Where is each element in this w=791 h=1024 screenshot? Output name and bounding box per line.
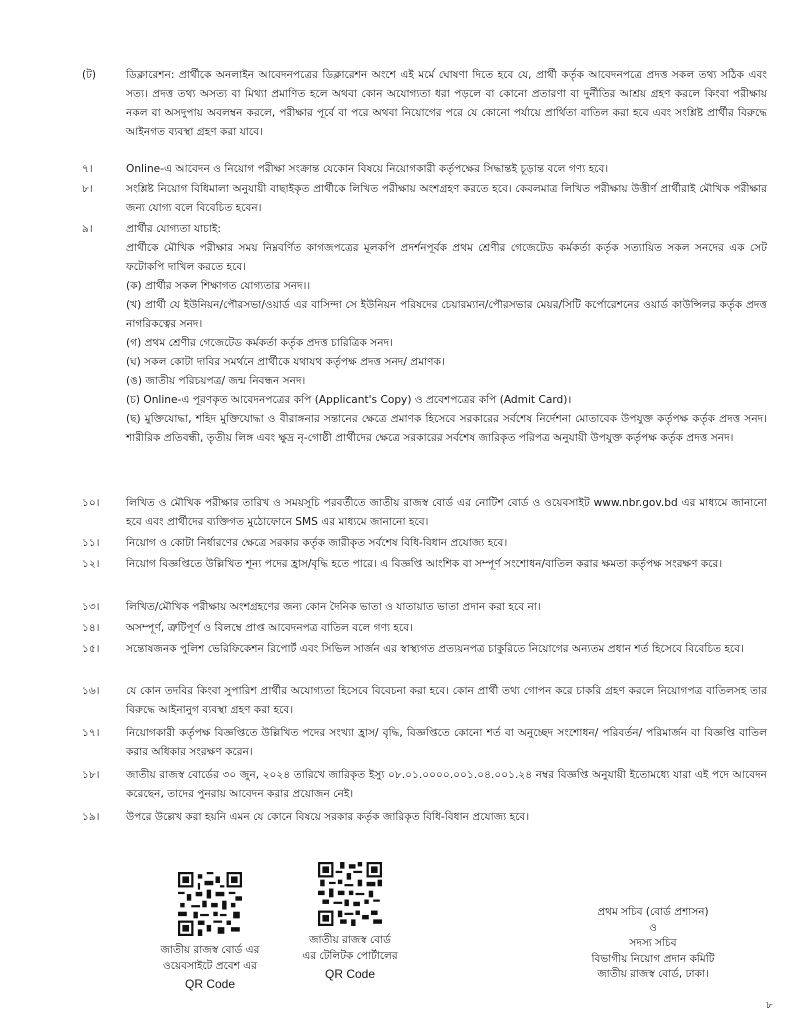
signature-title: প্রথম সচিব (বোর্ড প্রশাসন): [597, 906, 709, 918]
clause-text: Online-এ আবেদন ও নিয়োগ পরীক্ষা সংক্রান্ত যেকোন বিষয়ে নিয়োগকারী কর্তৃপক্ষের সিদ্ধান্তই চূড়ান্ত বলে গণ্য হবে।: [126, 163, 609, 175]
signature-role: সদস্য সচিব: [629, 937, 677, 949]
clause-number: ১৬।: [82, 685, 100, 697]
clause-number: ১৩।: [82, 601, 100, 613]
signature-block: [568, 905, 738, 983]
clause-16: [82, 682, 767, 720]
clause-text: নিয়োগ বিজ্ঞপ্তিতে উল্লিখিত শূন্য পদের হ্রাস/বৃদ্ধি হতে পারে। এ বিজ্ঞপ্তি আংশিক বা সম্পূর্ণ সংশোধন/বাতিল করার ক্ষমতা কর্তৃপক্ষ সংরক্ষণ করে।: [126, 558, 723, 570]
clause-number: ১৭।: [82, 727, 100, 739]
clause-10: [82, 494, 767, 532]
clause-text: নিয়োগকারী কর্তৃপক্ষ বিজ্ঞপ্তিতে উল্লিখিত পদের সংখ্যা হ্রাস/ বৃদ্ধি, বিজ্ঞপ্তিতে কোনো শর্ত বা অনুচ্ছেদ সংশোধন/ পরিবর্তন/ পরিমার্জন বা বিজ্ঞপ্তি বাতিল করার অধিকার সংরক্ষণ করেন।: [126, 727, 767, 758]
qualification-umo: (ঙ) জাতীয় পরিচয়পত্র/ জন্ম নিবন্ধন সনদ।: [126, 375, 306, 387]
qualification-ga: (গ) প্রথম শ্রেণীর গেজেটেড কর্মকর্তা কর্তৃক প্রদত্ত চারিত্রিক সনদ।: [126, 337, 393, 349]
clause-text: [126, 220, 767, 448]
signature-committee: বিভাগীয় নিয়োগ প্রদান কমিটি: [591, 952, 715, 965]
clause-7: [82, 160, 767, 179]
qr-caption-line1: জাতীয় রাজস্ব বোর্ড এর: [160, 944, 260, 956]
clause-15: [82, 640, 767, 659]
clause-text: ডিক্লারেশন: প্রার্থীকে অনলাইন আবেদনপত্রের ডিক্লারেশন অংশে এই মর্মে ঘোষণা দিতে হবে যে, প্রার্থী কর্তৃক আবেদনপত্রে প্রদত্ত সকল তথ্য সঠিক এবং সত্য। প্রদত্ত তথ্য অসত্য বা মিথ্যা প্রমাণিত হলে অথবা কোন অযোগ্যতা ধরা পড়লে বা কোনো প্রতারণা বা দুর্নীতির আশ্রয় গ্রহণ করলে কিংবা পরীক্ষায় নকল বা অসদুপায় অবলম্বন করলে, পরীক্ষার পূর্বে বা পরে অথবা নিয়োগের পরে যে কোনো পর্যায়ে প্রার্থিতা বাতিল করা হবে এবং সংশ্লিষ্ট প্রার্থীর বিরুদ্ধে আইনগত ব্যবস্থা গ্রহণ করা যাবে।: [126, 69, 767, 138]
clause-11: [82, 534, 767, 553]
clause-number: ৭।: [82, 163, 93, 175]
clause-text: সন্তোষজনক পুলিশ ভেরিফিকেশন রিপোর্ট এবং সিভিল সার্জন এর স্বাস্থ্যগত প্রত্যয়নপত্র চাকুরিতে নিয়োগের অন্যতম প্রধান শর্ত হিসেবে বিবেচিত হবে।: [126, 643, 744, 655]
qr-teletalk: [290, 862, 410, 982]
clause-13: [82, 598, 767, 617]
clause-text: লিখিত/মৌখিক পরীক্ষায় অংশগ্রহণের জন্য কোন দৈনিক ভাতা ও যাতায়াত ভাতা প্রদান করা হবে না।: [126, 601, 541, 613]
qualification-cha: (চ) Online-এ পূরণকৃত আবেদনপত্রের কপি (Applicant's Copy) ও প্রবেশপত্রের কপি (Admit Card)।: [126, 394, 572, 406]
qr-code-icon[interactable]: [318, 862, 382, 926]
qr-caption-line2: ওয়েবসাইটে প্রবেশ এর: [163, 960, 257, 972]
clause-text: নিয়োগ ও কোটা নির্ধারণের ক্ষেত্রে সরকার কর্তৃক জারীকৃত সর্বশেষ বিধি-বিধান প্রযোজ্য হবে।: [126, 537, 508, 549]
clause-text: অসম্পূর্ণ, ত্রুটিপূর্ণ ও বিলম্বে প্রাপ্ত আবেদনপত্র বাতিল বলে গণ্য হবে।: [126, 622, 413, 634]
clause-19: [82, 808, 767, 827]
clause-number: ১৪।: [82, 622, 100, 634]
clause-t: [82, 66, 767, 142]
clause-14: [82, 619, 767, 638]
clause-number: ৯।: [82, 223, 93, 235]
clause-number: ১১।: [82, 537, 100, 549]
clause-text: জাতীয় রাজস্ব বোর্ডের ৩০ জুন, ২০২৪ তারিখে জারিকৃত ইস্যু ০৮.০১.০০০০.০০১.০৪.০০১.২৪ নম্বর বিজ্ঞপ্তি অনুযায়ী ইতোমধ্যে যারা এই পদে আবেদন করেছেন, তাদের পুনরায় আবেদন করার প্রয়োজন নেই।: [126, 769, 767, 800]
qualification-kha: (খ) প্রার্থী যে ইউনিয়ন/পৌরসভা/ওয়ার্ড এর বাসিন্দা সে ইউনিয়ন পরিষদের চেয়ারম্যান/পৌরসভার মেয়র/সিটি কর্পোরেশনের ওয়ার্ড কাউন্সিলর কর্তৃক প্রদত্ত নাগরিকত্বের সনদ।: [126, 299, 767, 330]
qualification-heading: প্রার্থীর যোগ্যতা যাচাই:: [126, 223, 221, 235]
qualification-chha: (ছ) মুক্তিযোদ্ধা, শহিদ মুক্তিযোদ্ধা ও বীরাঙ্গনার সন্তানের ক্ষেত্রে প্রমাণক হিসেবে সরকারের সর্বশেষ নির্দেশনা মোতাবেক উপযুক্ত কর্তৃপক্ষ কর্তৃক প্রদত্ত সনদ। শারীরিক প্রতিবন্ধী, তৃতীয় লিঙ্গ এবং ক্ষুদ্র নৃ-গোষ্ঠী প্রার্থীদের ক্ষেত্রে সরকারের সর্বশেষ জারিকৃত পরিপত্র অনুযায়ী উপযুক্ত কর্তৃপক্ষ কর্তৃক প্রদত্ত সনদ।: [126, 413, 767, 444]
clause-number: ১৫।: [82, 643, 100, 655]
qr-website: [150, 872, 270, 992]
page-mark: ৮: [766, 1000, 773, 1011]
clause-number: ৮।: [82, 183, 93, 195]
qr-label: QR Code: [184, 977, 236, 991]
clause-text: লিখিত ও মৌখিক পরীক্ষার তারিখ ও সময়সূচি পরবর্তীতে জাতীয় রাজস্ব বোর্ড এর নোটিশ বোর্ড ও ওয়েবসাইট www.nbr.gov.bd এর মাধ্যমে জানানো হবে এবং প্রার্থীদের ব্যক্তিগত মুঠোফোনে SMS এর মাধ্যমে জানানো হবে।: [126, 497, 767, 528]
qr-code-icon[interactable]: [178, 872, 242, 936]
clause-number: (ট): [82, 69, 97, 81]
qr-caption-line2: এর টেলিটক পোর্টালের: [302, 950, 398, 962]
clause-number: ১২।: [82, 558, 100, 570]
clause-8: [82, 180, 767, 218]
qr-label: QR Code: [324, 967, 376, 981]
clause-18: [82, 766, 767, 804]
clause-text: সংশ্লিষ্ট নিয়োগ বিধিমালা অনুযায়ী বাছাইকৃত প্রার্থীকে লিখিত পরীক্ষায় অংশগ্রহণ করতে হবে। কেবলমাত্র লিখিত পরীক্ষায় উত্তীর্ণ প্রার্থীরাই মৌখিক পরীক্ষার জন্য যোগ্য বলে বিবেচিত হবেন।: [126, 183, 767, 214]
qualification-gha: (ঘ) সকল কোটা দাবির সমর্থনে প্রার্থীকে যথাযথ কর্তৃপক্ষ প্রদত্ত সনদ/ প্রমাণক।: [126, 356, 445, 368]
clause-number: ১৯।: [82, 811, 100, 823]
clause-17: [82, 724, 767, 762]
clause-number: ১০।: [82, 497, 100, 509]
signature-office: জাতীয় রাজস্ব বোর্ড, ঢাকা।: [597, 968, 709, 980]
clause-9: [82, 220, 767, 448]
clause-12: [82, 555, 767, 574]
qr-caption-line1: জাতীয় রাজস্ব বোর্ড: [309, 934, 391, 946]
clause-number: ১৮।: [82, 769, 100, 781]
qualification-intro: প্রার্থীকে মৌখিক পরীক্ষার সময় নিম্নবর্ণিত কাগজপত্রের মূলকপি প্রদর্শনপূর্বক প্রথম শ্রেণীর গেজেটেড কর্মকর্তা কর্তৃক সত্যায়িত সকল সনদের এক সেট ফটোকপি দাখিল করতে হবে।: [126, 242, 767, 273]
clause-text: উপরে উল্লেখ করা হয়নি এমন যে কোনে বিষয়ে সরকার কর্তৃক জারিকৃত বিধি-বিধান প্রযোজ্য হবে।: [126, 811, 530, 823]
qualification-ka: (ক) প্রার্থীর সকল শিক্ষাগত যোগ্যতার সনদ।।: [126, 280, 311, 292]
clause-text: যে কোন তদবির কিংবা সুপারিশ প্রার্থীর অযোগ্যতা হিসেবে বিবেচনা করা হবে। কোন প্রার্থী তথ্য গোপন করে চাকরি গ্রহণ করলে নিয়োগপত্র বাতিলসহ তার বিরুদ্ধে আইনানুগ ব্যবস্থা গ্রহণ করা হবে।: [126, 685, 767, 716]
signature-conjunction: ও: [649, 921, 657, 934]
